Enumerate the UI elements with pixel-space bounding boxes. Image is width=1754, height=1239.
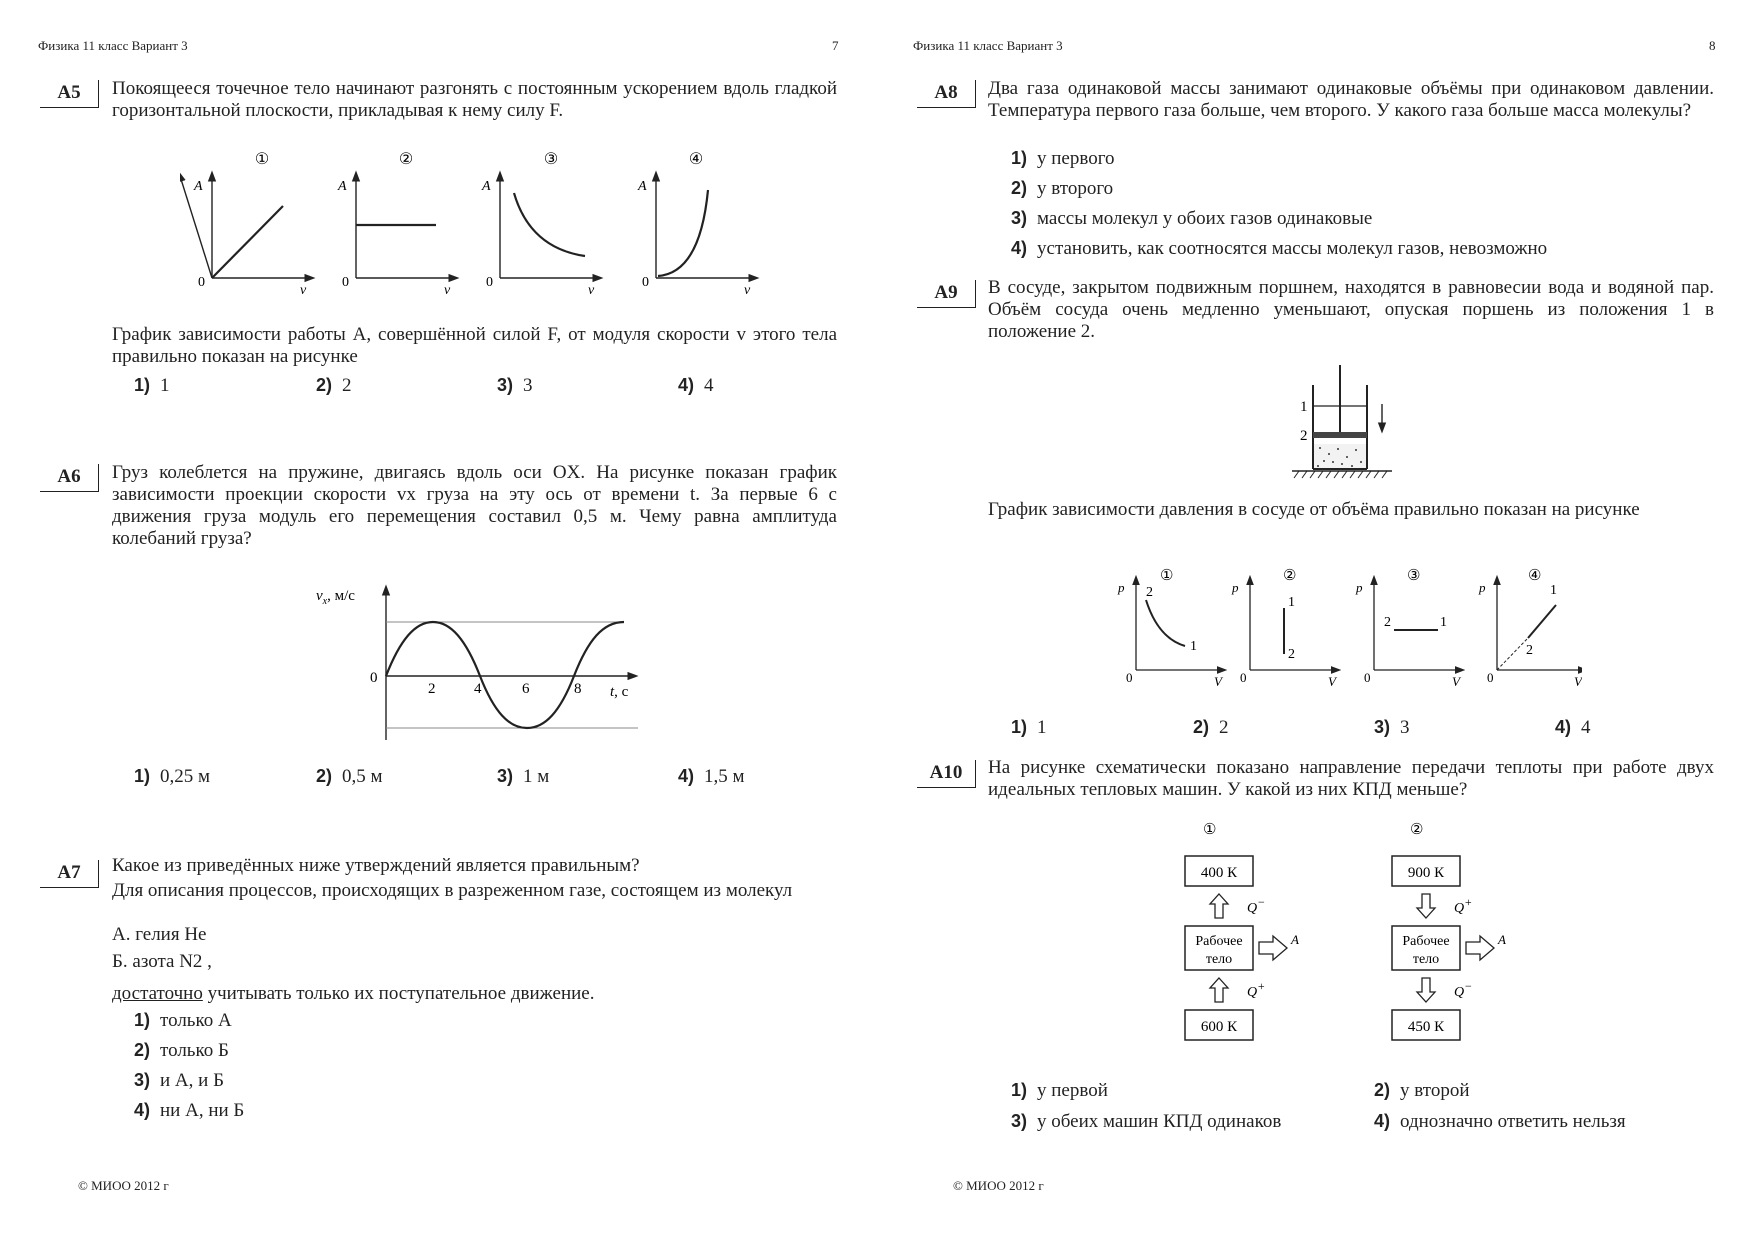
answer-option[interactable]: 2) у второй [1374, 1080, 1470, 1101]
svg-text:V: V [1328, 674, 1336, 688]
answer-option[interactable]: 3) массы молекул у обоих газов одинаковые [1011, 208, 1373, 229]
svg-text:V: V [1214, 674, 1222, 688]
axis-label-x: v [744, 283, 751, 298]
svg-text:2: 2 [428, 681, 436, 697]
answer-option[interactable]: 2) только Б [134, 1040, 229, 1061]
svg-text:V: V [1574, 674, 1582, 688]
answer-option[interactable]: 4) однозначно ответить нельзя [1374, 1111, 1626, 1132]
answer-option[interactable]: 2) 2 [1193, 717, 1229, 738]
reservoir-temperature: 450 К [1407, 1019, 1445, 1035]
pv-graph-4 [1478, 568, 1582, 688]
statement-a: А. гелия He [112, 924, 207, 945]
page-number: 7 [832, 38, 839, 53]
question-text-a7: Какое из приведённых ниже утверждений является правильным? [112, 855, 640, 876]
graph-extension [1497, 638, 1528, 670]
water [1314, 444, 1366, 468]
origin-label: 0 [642, 275, 649, 290]
arrow-down-icon [1417, 894, 1435, 918]
piston-position-2 [1313, 432, 1367, 438]
sine-curve [386, 622, 624, 728]
question-label-a8: А8 [917, 80, 976, 108]
graph-number: ① [254, 151, 270, 168]
page-header: Физика 11 класс Вариант 3 [38, 38, 188, 53]
svg-text:t, с: t, с [610, 684, 629, 700]
svg-text:p: p [1118, 580, 1125, 595]
question-condition-a7: достаточно учитывать только их поступательное движение. [112, 983, 595, 1004]
answer-option[interactable]: 3) 3 [497, 375, 533, 396]
answer-option[interactable]: 1) 1 [1011, 717, 1047, 738]
svg-text:p: p [1232, 580, 1239, 595]
question-text-a8: Два газа одинаковой массы занимают одинаковые объёмы при одинаковом давлении. Температура первого газа больше, чем второго. У какого газа больше масса молекулы? [988, 78, 1714, 121]
svg-text:4: 4 [474, 681, 482, 697]
page-footer: © МИОО 2012 г [953, 1178, 1044, 1193]
answer-option[interactable]: 4) 4 [1555, 717, 1591, 738]
svg-text:1: 1 [1190, 639, 1197, 654]
page-header: Физика 11 класс Вариант 3 [913, 38, 1063, 53]
arrow-up-icon [1210, 894, 1228, 918]
pv-graph-3 [1355, 568, 1462, 688]
question-label-a5: А5 [40, 80, 99, 108]
working-body-label: Рабочее [1402, 934, 1450, 949]
question-text-a9: В сосуде, закрытом подвижным поршнем, находятся в равновесии вода и водяной пар. Объём сосуда очень медленно уменьшают, опуская поршень из положения 1 в положение 2. [988, 277, 1714, 342]
heat-engine-2 [1374, 818, 1614, 1058]
svg-text:A: A [1498, 932, 1506, 947]
svg-text:1: 1 [1550, 583, 1557, 598]
svg-text:③: ③ [1407, 568, 1421, 584]
axis-label-y: A [482, 179, 491, 194]
svg-text:Q+: Q+ [1454, 895, 1473, 916]
svg-text:V: V [1452, 674, 1460, 688]
graph-line [514, 193, 585, 256]
origin-label: 0 [198, 275, 205, 290]
svg-text:0: 0 [1126, 670, 1133, 685]
question-text-a10: На рисунке схематически показано направление передачи теплоты при работе двух идеальных тепловых машин. У какой из них КПД меньше? [988, 757, 1714, 800]
arrow-right-icon [1466, 936, 1494, 960]
a5-graph-1 [180, 151, 310, 298]
arrow-down-icon [1417, 978, 1435, 1002]
answer-option[interactable]: 1) у первого [1011, 148, 1115, 169]
svg-text:1: 1 [1300, 399, 1308, 415]
axis-label-x: v [444, 283, 451, 298]
svg-text:0: 0 [1240, 670, 1247, 685]
axis-label-y: A [194, 179, 203, 194]
svg-text:8: 8 [574, 681, 582, 697]
answer-option[interactable]: 4) 4 [678, 375, 714, 396]
svg-text:0: 0 [1487, 670, 1494, 685]
svg-text:④: ④ [1528, 568, 1542, 584]
svg-text:A: A [1291, 932, 1299, 947]
a5-graph-4 [637, 151, 754, 298]
graph-line [1528, 605, 1556, 638]
svg-text:2: 2 [1526, 643, 1533, 658]
working-body-label: тело [1412, 952, 1440, 967]
statement-b: Б. азота N2 , [112, 951, 212, 972]
origin-label: 0 [342, 275, 349, 290]
graph-number: ② [398, 151, 414, 168]
page-footer: © МИОО 2012 г [78, 1178, 169, 1193]
svg-text:6: 6 [522, 681, 530, 697]
question-label-a10: А10 [917, 760, 976, 788]
reservoir-temperature: 600 К [1200, 1019, 1238, 1035]
answer-option[interactable]: 2) у второго [1011, 178, 1114, 199]
a6-velocity-graph [308, 582, 648, 742]
svg-text:Q−: Q− [1454, 979, 1473, 1000]
graph-line [658, 190, 708, 276]
arrow-right-icon [1259, 936, 1287, 960]
svg-text:0: 0 [370, 670, 378, 686]
question-text-a7-cont: Для описания процессов, происходящих в разреженном газе, состоящем из молекул [112, 880, 793, 901]
question-text-a6: Груз колеблется на пружине, двигаясь вдоль оси OX. На рисунке показан график зависимости проекции скорости vx груза на эту ось от времени t. За первые 6 с движения груза модуль его перемещения составил 0,5 м. Чему равна амплитуда колебаний груза? [112, 462, 837, 549]
question-label-a9: А9 [917, 280, 976, 308]
machine-number: ② [1410, 822, 1424, 838]
svg-text:vx, м/с: $v_x$, м/с [316, 588, 355, 607]
origin-label: 0 [486, 275, 493, 290]
right-page [877, 0, 1754, 1239]
graph-line [212, 206, 283, 278]
answer-option[interactable]: 4) ни А, ни Б [134, 1100, 245, 1121]
svg-text:0: 0 [1364, 670, 1371, 685]
question-prompt-a5: График зависимости работы A, совершённой силой F, от модуля скорости v этого тела правильно показан на рисунке [112, 324, 837, 367]
arrow-up-icon [1210, 978, 1228, 1002]
pv-graph-1 [1117, 568, 1224, 688]
axis-label-y: A [338, 179, 347, 194]
answer-option[interactable]: 3) 1 м [497, 766, 550, 787]
svg-text:Q−: Q− [1247, 895, 1266, 916]
svg-text:2: 2 [1384, 615, 1391, 630]
pv-graph-2 [1231, 568, 1338, 688]
graph-line [1146, 600, 1185, 646]
working-body-label: тело [1205, 952, 1233, 967]
graph-number: ③ [543, 151, 559, 168]
piston-vessel-diagram [1284, 360, 1404, 485]
a5-graph-3 [481, 151, 598, 298]
answer-option[interactable]: 1) только А [134, 1010, 232, 1031]
answer-option[interactable]: 2) 0,5 м [316, 766, 383, 787]
answer-option[interactable]: 3) у обеих машин КПД одинаков [1011, 1111, 1282, 1132]
svg-text:②: ② [1283, 568, 1297, 584]
svg-text:1: 1 [1288, 595, 1295, 610]
svg-text:p: p [1479, 580, 1486, 595]
axis-label-x: v [300, 283, 307, 298]
answer-option[interactable]: 4) 1,5 м [678, 766, 745, 787]
a9-pv-graphs [1102, 568, 1582, 688]
a5-graphs [180, 148, 770, 298]
answer-option[interactable]: 4) установить, как соотносятся массы молекул газов, невозможно [1011, 238, 1548, 259]
axis-label-y: A [638, 179, 647, 194]
graph-number: ④ [688, 151, 704, 168]
svg-text:2: 2 [1288, 647, 1295, 662]
svg-text:Q+: Q+ [1247, 979, 1266, 1000]
question-label-a6: А6 [40, 464, 99, 492]
answer-option[interactable]: 1) у первой [1011, 1080, 1108, 1101]
a5-graph-2 [337, 151, 454, 298]
question-prompt-a9: График зависимости давления в сосуде от объёма правильно показан на рисунке [988, 499, 1640, 520]
answer-option[interactable]: 2) 2 [316, 375, 352, 396]
page-number: 8 [1709, 38, 1716, 53]
answer-option[interactable]: 1) 0,25 м [134, 766, 211, 787]
axis-label-x: v [588, 283, 595, 298]
svg-text:2: 2 [1146, 585, 1153, 600]
question-text-a5: Покоящееся точечное тело начинают разгонять с постоянным ускорением вдоль гладкой горизонтальной плоскости, прикладывая к нему силу F. [112, 78, 837, 121]
machine-number: ① [1203, 822, 1217, 838]
svg-text:①: ① [1160, 568, 1174, 584]
reservoir-temperature: 900 К [1407, 865, 1445, 881]
svg-text:p: p [1356, 580, 1363, 595]
question-label-a7: А7 [40, 860, 99, 888]
svg-text:2: 2 [1300, 428, 1308, 444]
answer-option[interactable]: 1) 1 [134, 375, 170, 396]
heat-engine-1 [1167, 818, 1407, 1058]
working-body-label: Рабочее [1195, 934, 1243, 949]
reservoir-temperature: 400 К [1200, 865, 1238, 881]
answer-option[interactable]: 3) 3 [1374, 717, 1410, 738]
answer-option[interactable]: 3) и А, и Б [134, 1070, 224, 1091]
svg-text:1: 1 [1440, 615, 1447, 630]
